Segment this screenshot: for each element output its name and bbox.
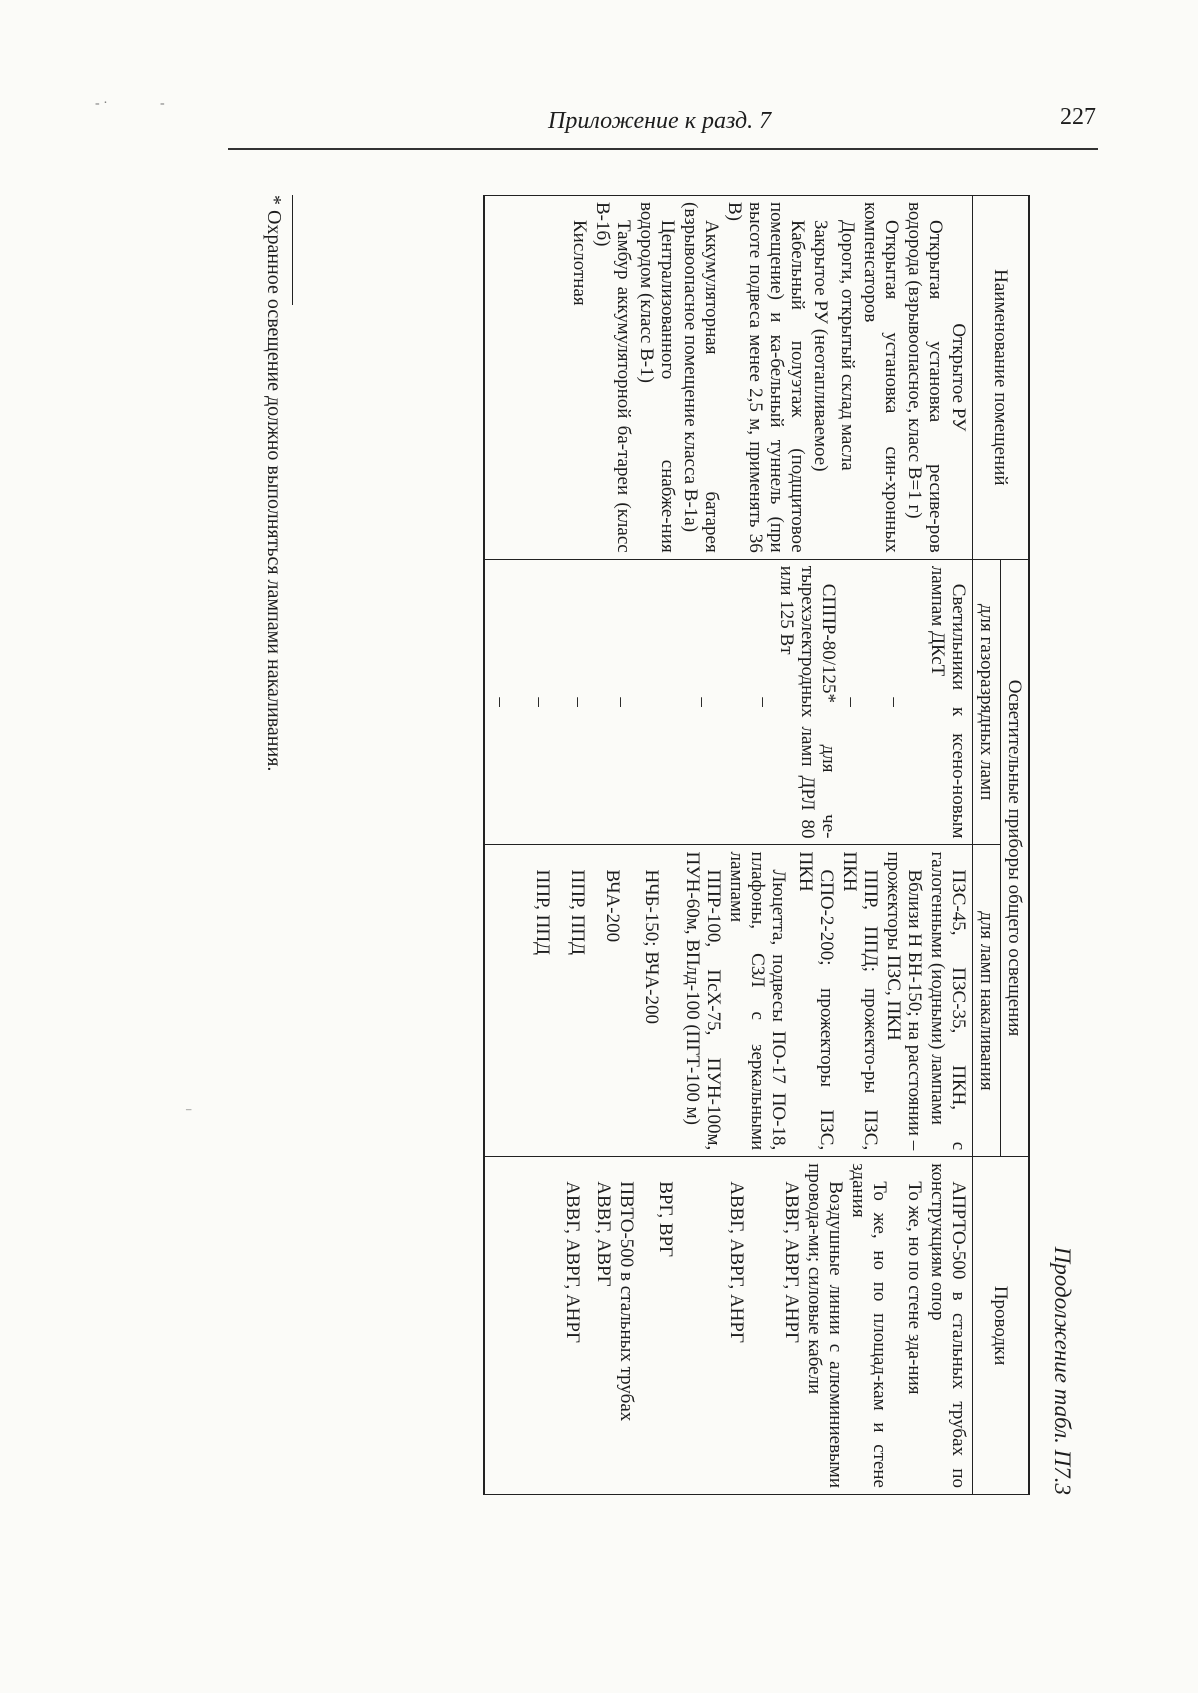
lighting-table xyxy=(483,195,1030,1495)
column-rooms xyxy=(484,196,973,560)
incandescent-entry: ППР, ППД; прожекто-ры ПЗС, ПКН xyxy=(839,851,881,1151)
gas-entry: – xyxy=(611,697,632,707)
footnote-rule xyxy=(292,195,293,305)
incandescent-entry: ПЗС-45, ПЗС-35, ПКН, с галогенными (иодными) лампами xyxy=(927,851,969,1151)
header-wiring: Проводки xyxy=(973,1157,1030,1495)
column-incandescent xyxy=(484,845,973,1157)
wiring-entry: Воздушные линии с алюминиевыми провода-ми; силовые кабели xyxy=(804,1163,846,1488)
incandescent-entry: ППР, ППД xyxy=(532,869,553,956)
column-gas-discharge xyxy=(484,559,973,845)
room-entry: Тамбур аккумуляторной ба-тареи (класс В-1б) xyxy=(592,202,634,553)
column-wiring xyxy=(484,1157,973,1495)
gas-entry: – xyxy=(568,697,589,707)
scan-speck: ‐ · xyxy=(95,96,108,111)
header-rooms: Наименование помещений xyxy=(973,196,1030,560)
incandescent-entry: ППР-100, ПсХ-75, ПУН-100м, ПУН-60м, ВПлд-100 (ПГТ-100 м) xyxy=(682,851,724,1151)
wiring-entry: АВВГ, АВРГ, АНРГ xyxy=(781,1181,802,1343)
room-entry: Аккумуляторная батарея (взрывоопасное помещение класса В-1а) xyxy=(680,202,722,553)
gas-entry: – xyxy=(490,697,511,707)
room-entry: Открытая установка ресиве-ров водорода (взрывоопасное, класс В=1 г) xyxy=(904,202,946,553)
incandescent-entry: НЧБ-150; ВЧА-200 xyxy=(641,869,662,1024)
room-entry: Открытая установка син-хронных компенсаторов xyxy=(860,202,902,553)
scan-speck: ⁻ xyxy=(185,1106,193,1121)
wiring-entry: ПВТО-500 в стальных трубах xyxy=(616,1181,637,1422)
room-entry: Централизованного снабже-ния водородом (класс В-1) xyxy=(636,202,678,553)
gas-entry: – xyxy=(692,697,713,707)
wiring-entry: То же, но по площад-кам и стене здания xyxy=(848,1163,890,1488)
room-entry: Открытое РУ xyxy=(948,323,969,432)
gas-entry: – xyxy=(841,697,862,707)
header-gas-discharge: для газоразрядных ламп xyxy=(973,559,1001,845)
header-rule xyxy=(228,148,1098,150)
rotated-table-block xyxy=(235,195,1075,1495)
gas-entry: – xyxy=(529,697,550,707)
gas-entry: – xyxy=(753,697,774,707)
running-title: Приложение к разд. 7 xyxy=(548,108,772,134)
wiring-entry: АВВГ, АВРГ xyxy=(593,1181,614,1287)
wiring-entry: АВВГ, АВРГ, АНРГ xyxy=(562,1181,583,1343)
incandescent-entry: Вблизи Н БН-150; на расстоянии – прожекторы ПЗС, ПКН xyxy=(883,851,925,1151)
wiring-entry: ВРГ, ВРГ xyxy=(655,1181,676,1258)
incandescent-entry: СПО-2-200; прожекторы ПЗС, ПКН xyxy=(795,851,837,1151)
incandescent-entry: ВЧА-200 xyxy=(602,869,623,943)
incandescent-entry: Люцетта, подвесы ПО-17 ПО-18, плафоны, СЗЛ с зеркальными лампами xyxy=(726,851,789,1151)
table-body-row xyxy=(484,196,973,1495)
wiring-entry: То же, но по стене зда-ния xyxy=(904,1181,925,1395)
continuation-title: Продолжение табл. П7.3 xyxy=(1050,1246,1075,1495)
header-incandescent: для ламп накаливания xyxy=(973,845,1001,1157)
gas-entry: – xyxy=(884,697,905,707)
footnote: * Охранное освещение должно выполняться лампами накаливания. xyxy=(263,195,285,772)
header-fixtures: Осветительные приборы общего освещения xyxy=(1001,559,1030,1157)
wiring-entry: АВВГ, АВРГ, АНРГ xyxy=(726,1181,747,1343)
room-entry: Кабельный полуэтаж (подщитовое помещение) и ка-бельный туннель (при высоте подвеса менее 2,5 м, применять 36 В) xyxy=(724,202,808,553)
room-entry: Закрытое РУ (неотапливаемое) xyxy=(810,220,831,472)
incandescent-entry: ППР, ППД xyxy=(567,869,588,956)
room-entry: Кислотная xyxy=(569,220,590,306)
wiring-entry: АПРТО-500 в стальных трубах по конструкциям опор xyxy=(927,1163,969,1488)
page-number: 227 xyxy=(1060,104,1096,130)
scan-speck: ‐ xyxy=(160,96,165,111)
gas-entry: Светильники к ксено-новым лампам ДКсТ xyxy=(927,565,969,839)
gas-entry: СППР-80/125* для че-тырехэлектродных ламп ДРЛ 80 или 125 Вт xyxy=(776,565,839,839)
room-entry: Дороги, открытый склад масла xyxy=(837,220,858,471)
